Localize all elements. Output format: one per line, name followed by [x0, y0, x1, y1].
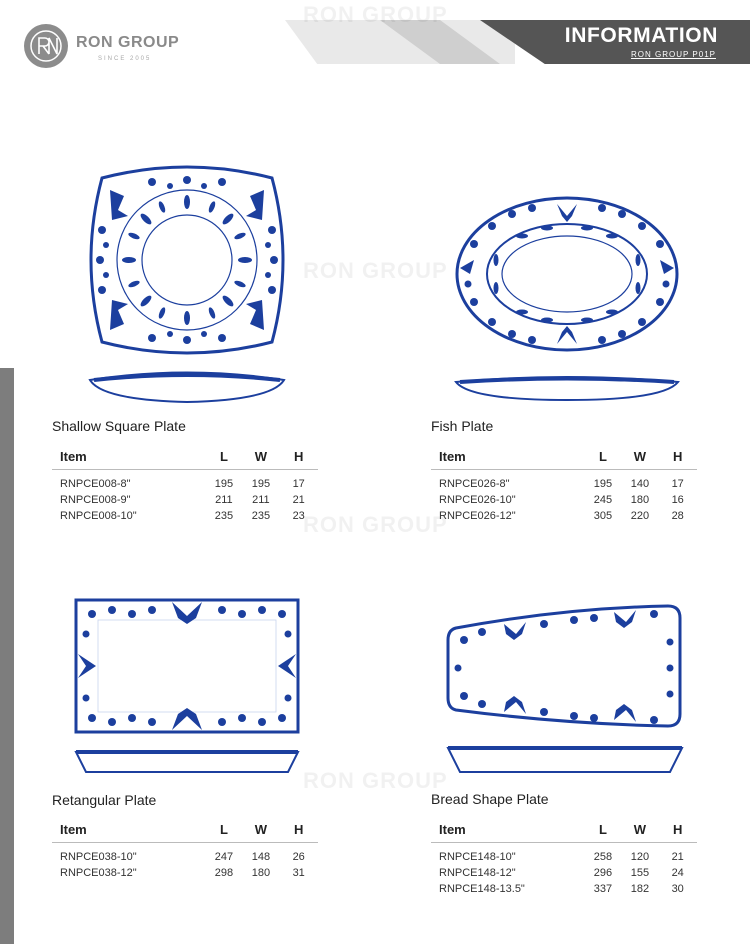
cell-h: 23	[292, 510, 305, 522]
spec-table-header	[52, 822, 318, 843]
spec-table-shallow-square-plate	[52, 449, 318, 524]
cell-l: 305	[593, 510, 613, 522]
spec-table-header	[431, 822, 697, 843]
col-height: H	[279, 449, 318, 470]
cell-item: RNPCE148-12"	[439, 867, 516, 879]
cell-w: 120	[630, 851, 650, 863]
table-row	[431, 492, 697, 508]
cell-l: 195	[593, 478, 613, 490]
cell-item: RNPCE038-10"	[60, 851, 137, 863]
cell-item: RNPCE026-12"	[439, 510, 516, 522]
cell-h: 28	[671, 510, 684, 522]
watermark: RON GROUP	[303, 2, 448, 27]
spec-table-header	[431, 449, 697, 470]
watermark: RON GROUP	[303, 768, 448, 793]
page-subtitle: RON GROUP P01P	[631, 50, 716, 59]
spec-table-header	[52, 449, 318, 470]
ron-group-logo-icon	[24, 24, 68, 68]
cell-w: 220	[630, 510, 650, 522]
cell-h: 26	[292, 851, 305, 863]
col-height: H	[279, 822, 318, 843]
col-height: H	[658, 449, 697, 470]
cell-h: 31	[292, 867, 305, 879]
col-length: L	[584, 449, 621, 470]
bread-shape-plate-image	[444, 602, 686, 778]
cell-item: RNPCE008-8"	[60, 478, 131, 490]
table-row	[431, 843, 697, 866]
table-row	[52, 492, 318, 508]
table-row	[52, 508, 318, 524]
cell-w: 155	[630, 867, 650, 879]
cell-l: 245	[593, 494, 613, 506]
table-row	[431, 865, 697, 881]
page-title: INFORMATION	[564, 24, 718, 47]
table-row	[52, 843, 318, 866]
product-name-shallow-square-plate: Shallow Square Plate	[52, 418, 186, 434]
col-width: W	[621, 822, 658, 843]
side-decoration-bar	[0, 368, 14, 944]
col-length: L	[205, 822, 242, 843]
cell-w: 140	[630, 478, 650, 490]
cell-h: 17	[292, 478, 305, 490]
cell-l: 195	[214, 478, 234, 490]
cell-l: 235	[214, 510, 234, 522]
table-row	[52, 865, 318, 881]
cell-l: 296	[593, 867, 613, 879]
cell-w: 180	[251, 867, 271, 879]
col-width: W	[621, 449, 658, 470]
cell-item: RNPCE038-12"	[60, 867, 137, 879]
cell-w: 180	[630, 494, 650, 506]
brand-since: SINCE 2005	[98, 56, 152, 62]
cell-h: 21	[292, 494, 305, 506]
cell-l: 258	[593, 851, 613, 863]
cell-l: 211	[215, 494, 233, 506]
table-row	[431, 881, 697, 897]
table-row	[431, 470, 697, 493]
cell-w: 182	[630, 883, 650, 895]
cell-h: 30	[671, 883, 684, 895]
table-row	[52, 470, 318, 493]
col-width: W	[242, 449, 279, 470]
cell-item: RNPCE148-10"	[439, 851, 516, 863]
cell-w: 148	[251, 851, 271, 863]
cell-w: 211	[252, 494, 270, 506]
col-item: Item	[52, 822, 205, 843]
retangular-plate-image	[72, 596, 302, 776]
shallow-square-plate-image	[82, 160, 292, 405]
col-width: W	[242, 822, 279, 843]
col-item: Item	[431, 822, 584, 843]
cell-l: 247	[214, 851, 234, 863]
cell-item: RNPCE148-13.5"	[439, 883, 525, 895]
cell-item: RNPCE026-8"	[439, 478, 510, 490]
cell-h: 21	[671, 851, 684, 863]
cell-w: 195	[251, 478, 271, 490]
cell-item: RNPCE026-10"	[439, 494, 516, 506]
product-name-retangular-plate: Retangular Plate	[52, 792, 157, 808]
col-height: H	[658, 822, 697, 843]
table-row	[431, 508, 697, 524]
col-item: Item	[52, 449, 205, 470]
cell-l: 337	[593, 883, 613, 895]
cell-h: 24	[671, 867, 684, 879]
spec-table-bread-shape-plate	[431, 822, 697, 897]
cell-item: RNPCE008-9"	[60, 494, 131, 506]
product-name-fish-plate: Fish Plate	[431, 418, 494, 434]
cell-h: 17	[671, 478, 684, 490]
spec-table-retangular-plate	[52, 822, 318, 881]
col-length: L	[205, 449, 242, 470]
col-length: L	[584, 822, 621, 843]
cell-h: 16	[671, 494, 684, 506]
watermark: RON GROUP	[303, 258, 448, 283]
brand-name: RON GROUP	[76, 34, 180, 51]
fish-plate-image	[452, 192, 682, 402]
watermark: RON GROUP	[303, 512, 448, 537]
cell-w: 235	[251, 510, 271, 522]
cell-l: 298	[214, 867, 234, 879]
col-item: Item	[431, 449, 584, 470]
spec-table-fish-plate	[431, 449, 697, 524]
product-name-bread-shape-plate: Bread Shape Plate	[431, 791, 549, 807]
cell-item: RNPCE008-10"	[60, 510, 137, 522]
